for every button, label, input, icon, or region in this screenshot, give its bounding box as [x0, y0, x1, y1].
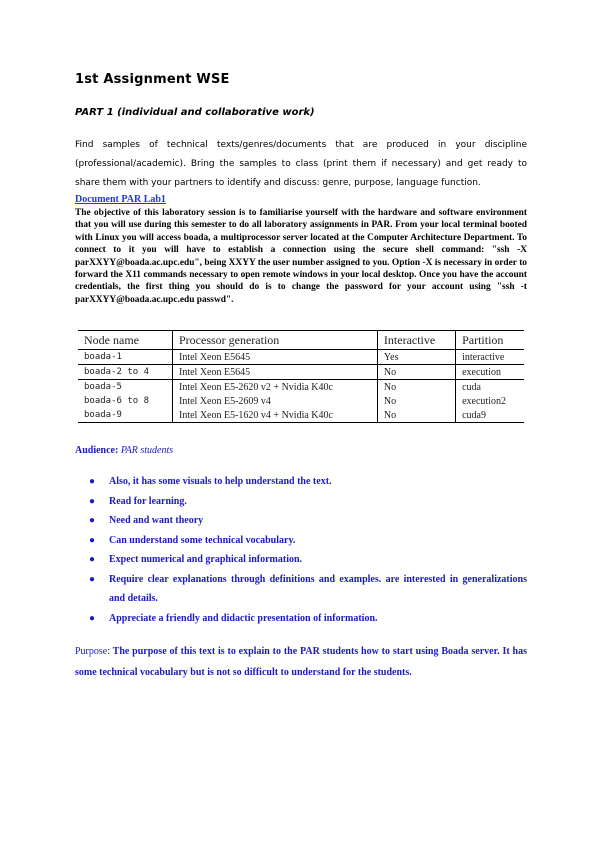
table-cell: No — [377, 380, 455, 395]
table-cell: Intel Xeon E5645 — [173, 365, 378, 380]
bullet-icon: ● — [89, 573, 96, 585]
document-excerpt — [75, 207, 527, 306]
column-header: Processor generation — [173, 331, 378, 350]
table-cell: No — [377, 408, 455, 423]
document-excerpt-text: The objective of this laboratory session is to familiarise yourself with the hardware and software environment that you will use during this semester to do all laboratory assignments in PAR. From your local terminal booted with Linux you will access boada, a multiprocessor server located at the Computer Architecture Department. To connect to it you will have to establish a connection using the secure shell command: "ssh -X parXXYY@boada.ac.upc.edu", being XXYY the user number assigned to you. Option -X is necessary in order to forward the X11 commands necessary to open remote windows in your local desktop. Once you have the account credentials, the first thing you should do is to change the password for your account using "ssh -t parXXYY@boada.ac.upc.edu passwd". — [75, 208, 527, 305]
table-cell: Intel Xeon E5-2609 v4 — [173, 394, 378, 408]
table-row — [78, 394, 524, 408]
bullet-icon: ● — [89, 515, 96, 526]
table-cell: cuda — [462, 381, 481, 393]
table-cell: interactive — [456, 350, 524, 365]
list-item — [75, 550, 527, 570]
list-item — [75, 472, 527, 492]
list-item-text: Also, it has some visuals to help understand the text. — [109, 476, 332, 487]
bullet-icon: ● — [89, 495, 96, 507]
table-cell: Yes — [377, 350, 455, 365]
list-item-text: Need and want theory — [109, 515, 204, 526]
list-item-text: Read for learning. — [109, 495, 187, 507]
node-table — [78, 330, 524, 423]
page-title: 1st Assignment WSE — [75, 72, 230, 87]
table-cell: No — [377, 394, 455, 408]
list-item — [75, 511, 527, 531]
list-item — [75, 609, 527, 629]
audience-line — [75, 445, 173, 456]
table-cell: Intel Xeon E5645 — [173, 350, 378, 365]
list-item-text: Can understand some technical vocabulary. — [109, 534, 296, 546]
list-item-text: Expect numerical and graphical information. — [109, 554, 303, 565]
list-item — [75, 570, 527, 609]
column-header: Node name — [78, 331, 173, 350]
audience-value: PAR students — [120, 445, 174, 456]
table-cell: boada-1 — [78, 350, 173, 365]
list-item-text: Appreciate a friendly and didactic presentation of information. — [109, 612, 378, 624]
table-row — [78, 408, 524, 423]
table-cell: No — [377, 365, 455, 380]
purpose-paragraph — [75, 641, 527, 683]
audience-bullet-list — [75, 472, 527, 628]
intro-paragraph: Find samples of technical texts/genres/documents that are produced in your discipline (professional/academic). Bring the samples to class (print them if necessary) and get ready to share them with your partners to identify and discuss: genre, purpose, language function. — [75, 140, 527, 188]
table-row — [78, 380, 524, 395]
table-cell: execution2 — [462, 395, 506, 407]
table-header-row — [78, 331, 524, 350]
column-header: Partition — [456, 331, 524, 350]
table-cell: execution — [456, 365, 524, 380]
table-row — [78, 365, 524, 380]
part-heading: PART 1 (individual and collaborative work) — [75, 107, 315, 118]
table-cell: boada-5 — [78, 380, 173, 395]
bullet-icon: ● — [89, 554, 96, 565]
list-item — [75, 531, 527, 551]
table-cell: boada-6 to 8 — [78, 394, 173, 408]
document-link[interactable]: Document PAR Lab1 — [75, 194, 166, 205]
table-cell: Intel Xeon E5-1620 v4 + Nvidia K40c — [173, 408, 378, 423]
table-cell: boada-2 to 4 — [78, 365, 173, 380]
column-header: Interactive — [377, 331, 455, 350]
table-cell: cuda9 — [456, 408, 524, 423]
table-cell: Intel Xeon E5-2620 v2 + Nvidia K40c — [173, 380, 378, 395]
purpose-label: Purpose: — [75, 646, 110, 657]
table-row — [78, 350, 524, 365]
bullet-icon: ● — [89, 534, 96, 546]
table-cell: boada-9 — [78, 408, 173, 423]
list-item-text: Require clear explanations through definitions and examples. are interested in generalizations and details. — [109, 573, 527, 604]
list-item — [75, 492, 527, 512]
bullet-icon: ● — [89, 612, 96, 624]
audience-label: Audience: — [75, 445, 119, 456]
purpose-text: The purpose of this text is to explain to the PAR students how to start using Boada server. It has some technical vocabulary but is not so difficult to understand for the students. — [75, 646, 527, 678]
bullet-icon: ● — [89, 476, 96, 487]
